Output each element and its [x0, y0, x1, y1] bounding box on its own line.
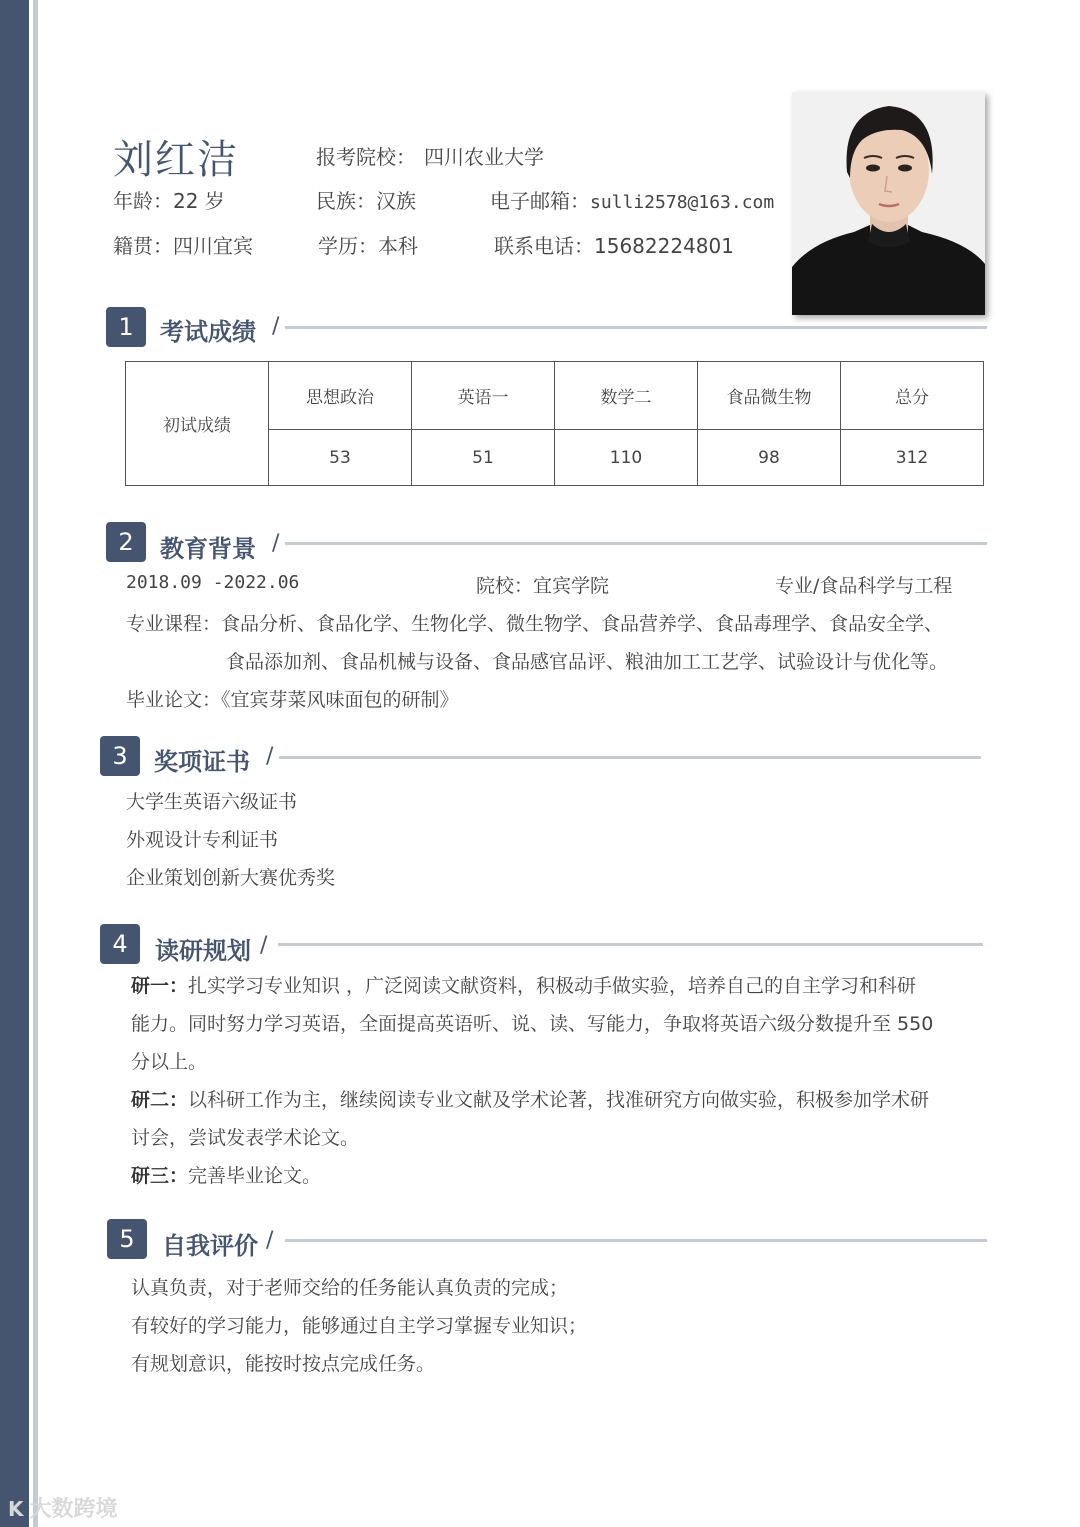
section-1-number: 1 [106, 307, 146, 347]
plan-year1-line2: 能力。同时努力学习英语，全面提高英语听、说、读、写能力，争取将英语六级分数提升至 550 [131, 1013, 934, 1035]
section-1-divider [285, 326, 987, 329]
section-2-slash: / [272, 531, 280, 556]
section-4-number: 4 [100, 924, 140, 964]
age: 年龄：22 岁 [113, 189, 225, 213]
section-4-title: 读研规划 [155, 937, 251, 965]
education-courses-line2: 食品添加剂、食品机械与设备、食品感官品评、粮油加工工艺学、试验设计与优化等。 [226, 651, 949, 673]
section-4-slash: / [260, 933, 268, 958]
education-school: 院校：宜宾学院 [476, 575, 610, 597]
self-eval-item: 认真负责，对于老师交给的任务能认真负责的完成； [131, 1277, 569, 1299]
section-5-divider [285, 1239, 987, 1242]
plan-year1-line1: 研一：扎实学习专业知识 ，广泛阅读文献资料，积极动手做实验，培养自己的自主学习和科研 [131, 975, 917, 997]
score-value: 51 [412, 430, 555, 486]
plan-year2-line1: 研二：以科研工作为主，继续阅读专业文献及学术论著，找准研究方向做实验，积极参加学术研 [131, 1089, 930, 1111]
section-3-slash: / [266, 744, 274, 769]
degree: 学历：本科 [318, 234, 418, 258]
score-row-label: 初试成绩 [126, 362, 269, 486]
education-major: 专业/食品科学与工程 [775, 575, 953, 597]
award-item: 外观设计专利证书 [126, 829, 279, 851]
exam-score-table [125, 361, 984, 486]
section-5-title: 自我评价 [162, 1232, 258, 1260]
profile-photo [792, 92, 985, 315]
award-item: 大学生英语六级证书 [126, 791, 298, 813]
section-2-title: 教育背景 [160, 535, 256, 563]
score-value: 110 [555, 430, 698, 486]
self-eval-item: 有规划意识，能按时按点完成任务。 [131, 1353, 436, 1375]
section-1-slash: / [272, 314, 280, 339]
email: 电子邮箱：sulli2578@163.com [490, 189, 775, 213]
section-3-divider [279, 756, 981, 759]
score-header: 数学二 [555, 362, 698, 430]
score-value: 312 [841, 430, 984, 486]
hometown: 籍贯：四川宜宾 [113, 234, 253, 258]
section-2-divider [285, 542, 987, 545]
section-3-number: 3 [100, 736, 140, 776]
watermark: K 大数跨境 [8, 1497, 118, 1522]
plan-year3-line1: 研三：完善毕业论文。 [131, 1165, 322, 1187]
phone: 联系电话：15682224801 [494, 234, 734, 258]
education-courses-line1: 专业课程：食品分析、食品化学、生物化学、微生物学、食品营养学、食品毒理学、食品安全学、 [126, 613, 944, 635]
self-eval-item: 有较好的学习能力，能够通过自主学习掌握专业知识； [131, 1315, 588, 1337]
section-5-slash: / [266, 1228, 274, 1253]
section-3-title: 奖项证书 [154, 748, 250, 776]
score-header: 总分 [841, 362, 984, 430]
sidebar-stripe-light [33, 0, 38, 1527]
section-5-number: 5 [107, 1219, 147, 1259]
education-period: 2018.09 -2022.06 [126, 572, 300, 593]
sidebar-stripe-dark [0, 0, 29, 1527]
section-4-divider [278, 943, 983, 946]
target-school: 报考院校： 四川农业大学 [316, 145, 544, 169]
score-header: 英语一 [412, 362, 555, 430]
score-header: 思想政治 [269, 362, 412, 430]
plan-year2-line2: 讨会，尝试发表学术论文。 [131, 1127, 360, 1149]
score-value: 98 [698, 430, 841, 486]
ethnicity: 民族：汉族 [316, 189, 416, 213]
candidate-name: 刘红洁 [113, 137, 239, 183]
section-1-title: 考试成绩 [160, 318, 256, 346]
score-header: 食品微生物 [698, 362, 841, 430]
education-thesis: 毕业论文：《宜宾芽菜风味面包的研制》 [126, 689, 459, 711]
section-2-number: 2 [106, 522, 146, 562]
score-value: 53 [269, 430, 412, 486]
watermark-logo-icon: K [8, 1497, 24, 1521]
award-item: 企业策划创新大赛优秀奖 [126, 867, 336, 889]
plan-year1-line3: 分以上。 [131, 1051, 208, 1073]
